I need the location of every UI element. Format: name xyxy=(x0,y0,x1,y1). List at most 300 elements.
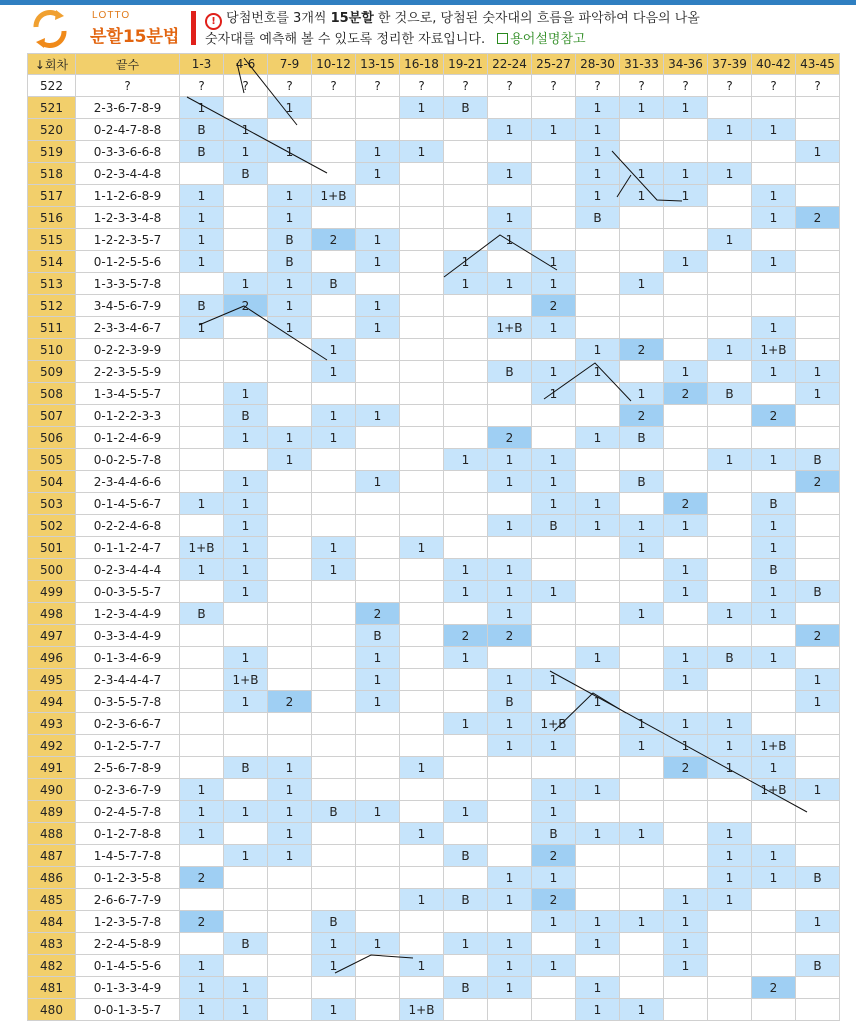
last-digits: 0-2-2-3-9-9 xyxy=(76,339,180,361)
range-cell xyxy=(796,493,840,515)
range-cell: 1 xyxy=(796,911,840,933)
range-cell: 1 xyxy=(620,163,664,185)
range-cell: 1 xyxy=(532,251,576,273)
range-cell: 1+B xyxy=(312,185,356,207)
range-cell: 1 xyxy=(532,801,576,823)
range-cell xyxy=(312,691,356,713)
header-row xyxy=(28,54,840,75)
range-cell xyxy=(400,515,444,537)
range-cell: B xyxy=(796,955,840,977)
last-digits: 1-2-3-4-4-9 xyxy=(76,603,180,625)
range-cell xyxy=(488,537,532,559)
range-cell xyxy=(620,295,664,317)
range-cell xyxy=(752,383,796,405)
range-cell xyxy=(620,207,664,229)
range-cell xyxy=(576,757,620,779)
range-cell xyxy=(796,427,840,449)
range-cell xyxy=(180,735,224,757)
table-row xyxy=(28,845,840,867)
range-cell xyxy=(620,251,664,273)
range-cell xyxy=(576,405,620,427)
table-row xyxy=(28,449,840,471)
round-number: 501 xyxy=(28,537,76,559)
range-cell: 2 xyxy=(664,757,708,779)
table-row xyxy=(28,977,840,999)
range-cell: B xyxy=(444,889,488,911)
range-cell xyxy=(796,603,840,625)
range-cell xyxy=(312,867,356,889)
range-cell xyxy=(664,317,708,339)
range-cell xyxy=(224,823,268,845)
range-cell: 2 xyxy=(268,691,312,713)
range-cell: 1 xyxy=(312,955,356,977)
range-cell: 1 xyxy=(664,735,708,757)
range-cell xyxy=(268,911,312,933)
range-cell xyxy=(796,295,840,317)
range-cell: 1 xyxy=(400,889,444,911)
last-digits: 1-2-3-5-7-8 xyxy=(76,911,180,933)
range-cell: ? xyxy=(224,75,268,97)
range-cell xyxy=(356,339,400,361)
range-cell xyxy=(796,251,840,273)
table-row xyxy=(28,427,840,449)
range-cell: 1 xyxy=(488,207,532,229)
range-cell xyxy=(708,977,752,999)
range-cell xyxy=(532,933,576,955)
column-header: 4-6 xyxy=(224,54,268,75)
range-cell xyxy=(708,295,752,317)
range-cell xyxy=(356,273,400,295)
range-cell: 1 xyxy=(312,537,356,559)
range-cell: 2 xyxy=(180,867,224,889)
range-cell xyxy=(488,405,532,427)
last-digits: 2-3-4-4-4-7 xyxy=(76,669,180,691)
range-cell xyxy=(400,625,444,647)
range-cell xyxy=(664,427,708,449)
range-cell: ? xyxy=(664,75,708,97)
range-cell: B xyxy=(796,449,840,471)
range-cell xyxy=(664,229,708,251)
range-cell xyxy=(620,361,664,383)
table-row xyxy=(28,801,840,823)
range-cell: 1 xyxy=(224,559,268,581)
round-number: 481 xyxy=(28,977,76,999)
range-cell: 1 xyxy=(224,141,268,163)
range-cell: 1 xyxy=(488,119,532,141)
range-cell xyxy=(180,889,224,911)
range-cell: ? xyxy=(620,75,664,97)
range-cell xyxy=(180,471,224,493)
range-cell xyxy=(356,383,400,405)
table-row xyxy=(28,273,840,295)
range-cell xyxy=(268,493,312,515)
table-row xyxy=(28,185,840,207)
table-row xyxy=(28,141,840,163)
range-cell xyxy=(444,603,488,625)
range-cell xyxy=(488,999,532,1021)
range-cell xyxy=(488,647,532,669)
range-cell xyxy=(620,581,664,603)
range-cell xyxy=(532,691,576,713)
range-cell xyxy=(664,295,708,317)
range-cell xyxy=(532,757,576,779)
round-number: 503 xyxy=(28,493,76,515)
last-digits: 0-2-3-4-4-4 xyxy=(76,559,180,581)
lotto-grid-wrapper xyxy=(27,53,840,1021)
range-cell: 1 xyxy=(752,537,796,559)
range-cell xyxy=(312,141,356,163)
range-cell xyxy=(620,647,664,669)
last-digits: 0-1-2-4-6-9 xyxy=(76,427,180,449)
range-cell xyxy=(400,427,444,449)
range-cell: B xyxy=(180,119,224,141)
range-cell: B xyxy=(708,383,752,405)
range-cell xyxy=(576,273,620,295)
range-cell xyxy=(708,669,752,691)
range-cell xyxy=(356,207,400,229)
range-cell xyxy=(180,845,224,867)
red-divider xyxy=(191,11,196,45)
range-cell: 1 xyxy=(180,493,224,515)
range-cell xyxy=(752,999,796,1021)
range-cell xyxy=(400,647,444,669)
range-cell: ? xyxy=(752,75,796,97)
range-cell xyxy=(180,273,224,295)
range-cell: 1 xyxy=(312,559,356,581)
range-cell: 1 xyxy=(224,273,268,295)
table-row xyxy=(28,735,840,757)
range-cell: 1 xyxy=(620,603,664,625)
range-cell xyxy=(620,229,664,251)
range-cell xyxy=(444,229,488,251)
range-cell: 1 xyxy=(180,229,224,251)
last-digits: 0-0-2-5-7-8 xyxy=(76,449,180,471)
range-cell: 1+B xyxy=(180,537,224,559)
range-cell xyxy=(400,163,444,185)
range-cell: 1 xyxy=(444,449,488,471)
last-digits: 0-1-2-2-3-3 xyxy=(76,405,180,427)
round-number: 493 xyxy=(28,713,76,735)
help-link[interactable] xyxy=(497,32,585,47)
range-cell: B xyxy=(752,559,796,581)
recycle-arrows-icon xyxy=(28,9,72,49)
last-digits: 0-1-4-5-6-7 xyxy=(76,493,180,515)
range-cell: 1 xyxy=(752,119,796,141)
range-cell: 1 xyxy=(444,713,488,735)
table-row xyxy=(28,75,840,97)
range-cell xyxy=(576,317,620,339)
range-cell xyxy=(532,647,576,669)
range-cell: 1 xyxy=(664,581,708,603)
range-cell xyxy=(488,779,532,801)
table-row xyxy=(28,669,840,691)
last-digits: 2-5-6-7-8-9 xyxy=(76,757,180,779)
table-row xyxy=(28,647,840,669)
range-cell: 1 xyxy=(488,471,532,493)
round-number: 522 xyxy=(28,75,76,97)
range-cell xyxy=(752,955,796,977)
last-digits: 1-4-5-7-7-8 xyxy=(76,845,180,867)
range-cell xyxy=(180,427,224,449)
range-cell: 1 xyxy=(708,867,752,889)
range-cell: 1 xyxy=(400,955,444,977)
last-digits: 0-2-4-7-8-8 xyxy=(76,119,180,141)
range-cell xyxy=(708,361,752,383)
last-digits: 0-1-1-2-4-7 xyxy=(76,537,180,559)
range-cell: 1 xyxy=(268,779,312,801)
range-cell: 1 xyxy=(708,713,752,735)
range-cell xyxy=(444,757,488,779)
range-cell xyxy=(312,977,356,999)
range-cell: 1+B xyxy=(752,339,796,361)
range-cell: 1 xyxy=(224,427,268,449)
range-cell xyxy=(708,691,752,713)
range-cell xyxy=(356,713,400,735)
range-cell: 1 xyxy=(752,867,796,889)
range-cell xyxy=(224,625,268,647)
range-cell: ? xyxy=(532,75,576,97)
last-digits: 0-0-1-3-5-7 xyxy=(76,999,180,1021)
round-number: 505 xyxy=(28,449,76,471)
range-cell xyxy=(312,471,356,493)
range-cell: 1 xyxy=(400,141,444,163)
range-cell xyxy=(444,691,488,713)
range-cell: B xyxy=(796,581,840,603)
range-cell xyxy=(444,141,488,163)
range-cell xyxy=(752,889,796,911)
column-header: 1-3 xyxy=(180,54,224,75)
range-cell xyxy=(268,559,312,581)
range-cell: 1 xyxy=(708,823,752,845)
range-cell: 1+B xyxy=(532,713,576,735)
range-cell xyxy=(356,999,400,1021)
range-cell: 1 xyxy=(532,493,576,515)
range-cell: B xyxy=(444,97,488,119)
range-cell xyxy=(444,735,488,757)
range-cell xyxy=(752,273,796,295)
round-number: 482 xyxy=(28,955,76,977)
table-row xyxy=(28,911,840,933)
column-header: 7-9 xyxy=(268,54,312,75)
range-cell xyxy=(796,823,840,845)
desc-line1-pre: 당첨번호를 3개씩 xyxy=(222,11,331,26)
table-row xyxy=(28,97,840,119)
range-cell xyxy=(708,801,752,823)
range-cell: 1 xyxy=(224,801,268,823)
range-cell: 1 xyxy=(180,185,224,207)
range-cell: 1 xyxy=(356,295,400,317)
range-cell xyxy=(356,735,400,757)
range-cell xyxy=(752,691,796,713)
range-cell xyxy=(180,449,224,471)
range-cell: 2 xyxy=(620,405,664,427)
range-cell xyxy=(752,801,796,823)
range-cell: 1 xyxy=(356,669,400,691)
range-cell xyxy=(444,295,488,317)
range-cell xyxy=(224,713,268,735)
range-cell xyxy=(356,493,400,515)
range-cell: 1 xyxy=(268,97,312,119)
round-number: 515 xyxy=(28,229,76,251)
last-digits: 0-1-2-7-8-8 xyxy=(76,823,180,845)
column-header[interactable]: ↓회차 xyxy=(28,54,76,75)
range-cell xyxy=(312,669,356,691)
range-cell xyxy=(664,273,708,295)
last-digits: 0-1-2-5-7-7 xyxy=(76,735,180,757)
table-row xyxy=(28,339,840,361)
range-cell xyxy=(488,339,532,361)
range-cell xyxy=(708,471,752,493)
table-row xyxy=(28,383,840,405)
range-cell: 1 xyxy=(268,449,312,471)
range-cell xyxy=(312,713,356,735)
range-cell: 1 xyxy=(400,823,444,845)
range-cell xyxy=(312,603,356,625)
range-cell xyxy=(180,757,224,779)
range-cell xyxy=(400,295,444,317)
range-cell: 1 xyxy=(576,647,620,669)
range-cell: 1 xyxy=(576,185,620,207)
range-cell xyxy=(576,735,620,757)
range-cell xyxy=(708,97,752,119)
range-cell xyxy=(356,911,400,933)
range-cell: 1 xyxy=(180,823,224,845)
round-number: 486 xyxy=(28,867,76,889)
range-cell xyxy=(664,339,708,361)
range-cell xyxy=(400,361,444,383)
range-cell xyxy=(796,801,840,823)
range-cell: 1 xyxy=(224,581,268,603)
range-cell xyxy=(444,999,488,1021)
round-number: 511 xyxy=(28,317,76,339)
range-cell xyxy=(576,449,620,471)
range-cell xyxy=(268,515,312,537)
range-cell: 1 xyxy=(708,229,752,251)
column-header: 16-18 xyxy=(400,54,444,75)
range-cell xyxy=(444,163,488,185)
range-cell xyxy=(268,361,312,383)
range-cell xyxy=(796,229,840,251)
range-cell: 1 xyxy=(488,735,532,757)
range-cell: 1 xyxy=(356,163,400,185)
range-cell: B xyxy=(224,933,268,955)
range-cell: 1 xyxy=(620,537,664,559)
range-cell xyxy=(268,163,312,185)
table-row xyxy=(28,515,840,537)
range-cell: B xyxy=(180,295,224,317)
range-cell xyxy=(708,317,752,339)
range-cell: 1 xyxy=(224,999,268,1021)
range-cell: 1 xyxy=(664,955,708,977)
range-cell: 1 xyxy=(708,339,752,361)
range-cell xyxy=(620,955,664,977)
last-digits: 0-1-3-4-6-9 xyxy=(76,647,180,669)
range-cell xyxy=(576,801,620,823)
range-cell: 2 xyxy=(664,383,708,405)
range-cell: B xyxy=(224,757,268,779)
range-cell: ? xyxy=(576,75,620,97)
range-cell: 1 xyxy=(532,119,576,141)
table-row xyxy=(28,163,840,185)
range-cell: ? xyxy=(400,75,444,97)
range-cell xyxy=(268,933,312,955)
column-header: 25-27 xyxy=(532,54,576,75)
range-cell: ? xyxy=(708,75,752,97)
range-cell xyxy=(356,427,400,449)
range-cell: 1 xyxy=(752,581,796,603)
last-digits: 2-2-3-5-5-9 xyxy=(76,361,180,383)
range-cell: 1 xyxy=(576,97,620,119)
range-cell: 1 xyxy=(488,581,532,603)
range-cell xyxy=(708,273,752,295)
range-cell: 1 xyxy=(356,317,400,339)
range-cell: 1 xyxy=(268,823,312,845)
range-cell xyxy=(620,141,664,163)
round-number: 508 xyxy=(28,383,76,405)
range-cell: 1 xyxy=(752,449,796,471)
range-cell: 1 xyxy=(224,537,268,559)
range-cell xyxy=(180,625,224,647)
last-digits: 0-3-3-6-6-8 xyxy=(76,141,180,163)
range-cell xyxy=(400,559,444,581)
range-cell: 1 xyxy=(664,559,708,581)
range-cell: 1 xyxy=(444,273,488,295)
range-cell xyxy=(312,251,356,273)
range-cell: 1 xyxy=(180,559,224,581)
range-cell xyxy=(400,449,444,471)
range-cell xyxy=(532,229,576,251)
range-cell xyxy=(752,625,796,647)
range-cell xyxy=(664,801,708,823)
range-cell xyxy=(444,955,488,977)
column-header: 37-39 xyxy=(708,54,752,75)
range-cell: 1 xyxy=(488,669,532,691)
last-digits: 0-1-2-3-5-8 xyxy=(76,867,180,889)
range-cell xyxy=(224,603,268,625)
range-cell xyxy=(400,229,444,251)
exclamation-icon: ! xyxy=(205,13,222,30)
range-cell xyxy=(488,911,532,933)
desc-line1-post: 한 것으로, 당첨된 숫자대의 흐름을 파악하여 다음의 나올 xyxy=(373,11,700,26)
range-cell xyxy=(708,955,752,977)
range-cell xyxy=(400,251,444,273)
range-cell xyxy=(796,977,840,999)
range-cell: 1 xyxy=(224,515,268,537)
last-digits: 0-2-3-6-6-7 xyxy=(76,713,180,735)
last-digits: 3-4-5-6-7-9 xyxy=(76,295,180,317)
lotto-grid xyxy=(27,53,840,1021)
table-row xyxy=(28,537,840,559)
range-cell: 1 xyxy=(532,317,576,339)
range-cell: 1 xyxy=(532,955,576,977)
logo xyxy=(28,7,188,51)
range-cell xyxy=(664,207,708,229)
column-header: 43-45 xyxy=(796,54,840,75)
range-cell: 1 xyxy=(708,845,752,867)
range-cell: 1 xyxy=(180,801,224,823)
column-header: 13-15 xyxy=(356,54,400,75)
range-cell xyxy=(576,295,620,317)
range-cell: 1 xyxy=(356,801,400,823)
range-cell xyxy=(224,97,268,119)
range-cell: 1 xyxy=(224,647,268,669)
range-cell xyxy=(400,471,444,493)
table-row xyxy=(28,867,840,889)
range-cell xyxy=(576,889,620,911)
range-cell: 1 xyxy=(180,251,224,273)
range-cell: B xyxy=(312,911,356,933)
range-cell: 1 xyxy=(708,757,752,779)
